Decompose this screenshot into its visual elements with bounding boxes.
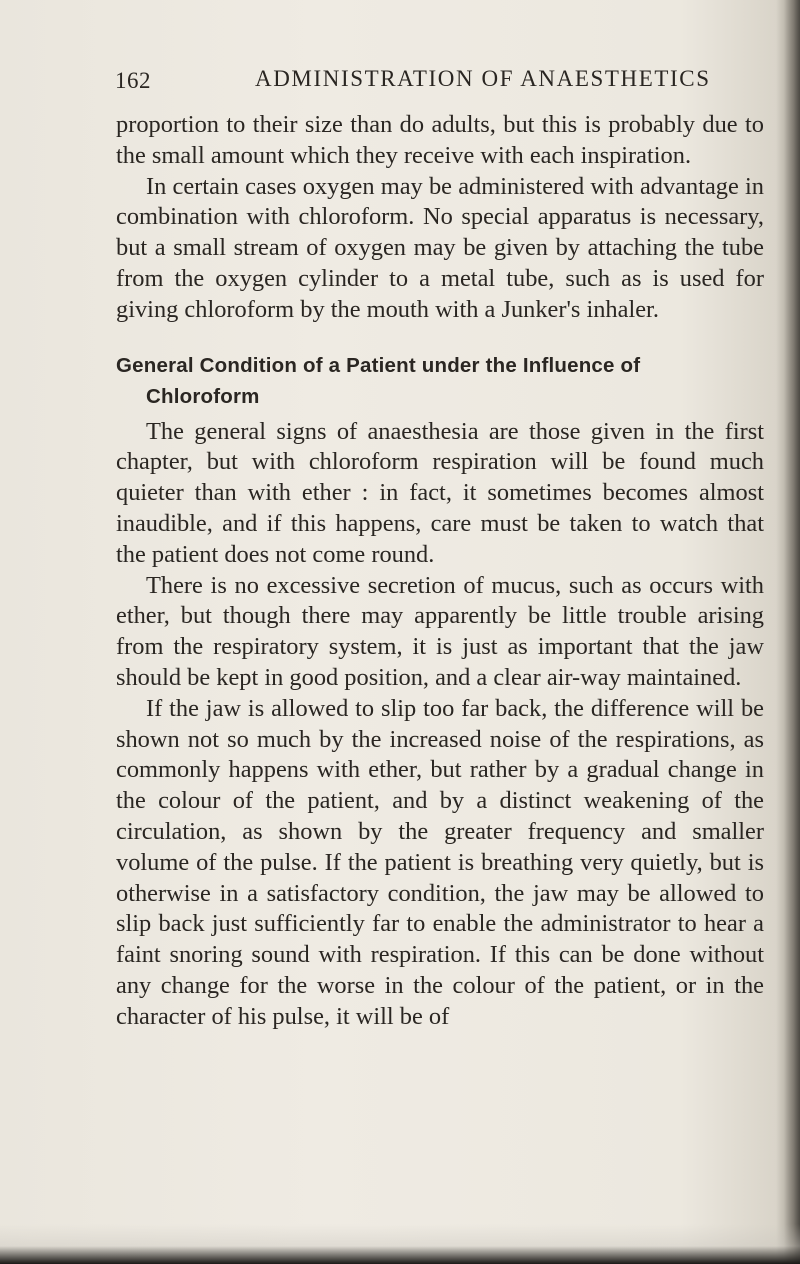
paragraph-mucus: There is no excessive secretion of mucus, such as occurs with ether, but though there may apparently be little trouble arising from the respiratory system, it is just as important that the jaw should be kept in good position, and a clear air-way maintained. <box>116 571 764 691</box>
page-edge-shadow-right <box>784 0 800 1264</box>
section-heading <box>116 350 764 412</box>
page-edge-shadow-bottom <box>0 1224 800 1264</box>
section-heading-line-1: General Condition of a Patient under the Influence of <box>116 353 641 377</box>
section-heading-line-2: Chloroform <box>146 384 260 408</box>
running-head: ADMINISTRATION OF ANAESTHETICS <box>255 66 711 91</box>
page-header <box>115 64 775 98</box>
paragraph-oxygen: In certain cases oxygen may be administered with advantage in combination with chloroform. No special apparatus is necessary, but a small stream of oxygen may be given by attaching the tube from the oxygen cylinder to a metal tube, such as is used for giving chloroform by the mouth with a Junker's inhaler. <box>116 172 764 323</box>
paragraph-jaw: If the jaw is allowed to slip too far back, the difference will be shown not so much by the increased noise of the respirations, as commonly happens with ether, but rather by a gradual change in the colour of the patient, and by a distinct weakening of the circulation, as shown by the greater frequency and smaller volume of the pulse. If the patient is breathing very quietly, but is otherwise in a satisfactory condition, the jaw may be allowed to slip back just sufficiently far to enable the administrator to hear a faint snoring sound with respiration. If this can be done without any change for the worse in the colour of the patient, or in the character of his pulse, it will be of <box>116 694 764 1030</box>
paragraph-general-signs: The general signs of anaesthesia are those given in the first chapter, but with chloroform respiration will be found much quieter than with ether : in fact, it sometimes becomes almost inaudible, and if this happens, care must be taken to watch that the patient does not come round. <box>116 417 764 568</box>
paragraph-continuation: proportion to their size than do adults, but this is probably due to the small amount which they receive with each inspiration. <box>116 111 764 169</box>
page-number: 162 <box>115 68 151 93</box>
body-text <box>116 110 764 1033</box>
